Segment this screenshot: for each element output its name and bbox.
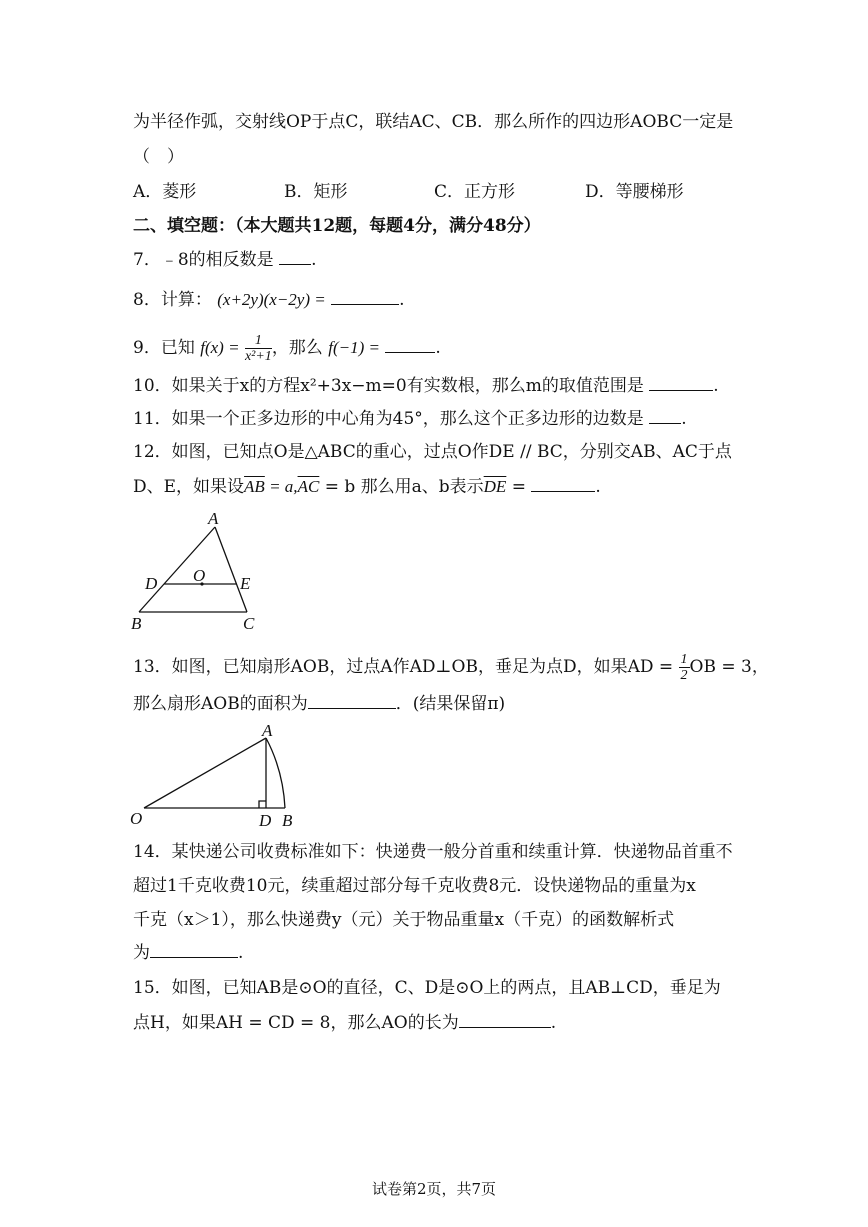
q8-text: 计算： <box>160 290 212 310</box>
q13-label-o: O <box>130 809 143 828</box>
q12-label-o: O <box>193 566 206 585</box>
q9-number: 9． <box>133 338 161 358</box>
q13-answer-blank <box>308 692 396 709</box>
q6-paren: （ ） <box>133 147 184 167</box>
q10-answer-blank <box>649 374 713 391</box>
q13-label-a: A <box>262 721 273 740</box>
q8-expression: (x+2y)(x−2y) = <box>217 290 326 309</box>
q12-label-a: A <box>208 509 219 528</box>
q12-line2: D、E，如果设$\overline{AB} = a,\overline{AC} = b$ 那么用a、b表示$\overline{DE}$ = . <box>133 477 601 497</box>
q12-vector-ab: $\overline{AB}$ <box>244 477 265 496</box>
q12-eq3: = <box>506 477 526 497</box>
q13-label-b: B <box>282 811 293 830</box>
q13-line1 <box>133 652 769 683</box>
q11-text: 如果一个正多边形的中心角为45°，那么这个正多边形的边数是 <box>171 409 644 429</box>
q12-vector-de: $\overline{DE}$ <box>483 477 507 496</box>
q13-radius-oa <box>144 738 266 808</box>
q13-text-line2a: 那么扇形AOB的面积为 <box>133 694 308 714</box>
q13-text-line2b: ．(结果保留π) <box>395 694 506 714</box>
q9-then: ，那么 <box>271 338 323 358</box>
q12-side-ac <box>215 527 247 612</box>
section-2-title: 二、填空题：（本大题共12题，每题4分，满分48分） <box>133 216 541 236</box>
q13-fraction <box>679 652 690 683</box>
q13-fraction-denominator: 2 <box>680 668 688 683</box>
q9-function-value: f(−1) = <box>328 338 380 357</box>
page-footer: 试卷第2页，共7页 <box>371 1180 497 1198</box>
q11: 11．如果一个正多边形的中心角为45°，那么这个正多边形的边数是 . <box>133 409 687 429</box>
q13-sector-figure <box>125 720 305 830</box>
q9-function: f(x) = <box>200 338 240 357</box>
q13-right-angle-mark <box>259 801 266 808</box>
q13-label-d: D <box>259 811 272 830</box>
q7-answer-blank <box>279 248 311 265</box>
q10-number: 10． <box>133 376 172 396</box>
q15-line2: 点H，如果AH = CD = 8，那么AO的长为 . <box>133 1013 557 1033</box>
q13-number: 13． <box>133 657 172 677</box>
q11-answer-blank <box>649 407 681 424</box>
q15-line1 <box>133 976 721 1000</box>
q12-text-line1: 如图，已知点O是△ABC的重心，过点O作DE // BC，分别交AB、AC于点 <box>171 442 732 462</box>
q10-text: 如果关于x的方程x²+3x−m=0有实数根，那么m的取值范围是 <box>171 376 644 396</box>
q9-fraction <box>245 333 272 364</box>
q14-line4: 为 . <box>133 943 244 963</box>
q13-line2 <box>133 692 505 716</box>
q8-answer-blank <box>331 288 399 305</box>
q8-number: 8． <box>133 290 161 310</box>
q7-text: ﹣8的相反数是 <box>160 250 274 270</box>
q14-line3: 千克（x＞1），那么快递费y（元）关于物品重量x（千克）的函数解析式 <box>133 910 675 930</box>
q13-arc-ab <box>266 738 285 808</box>
q9-fraction-denominator: x²+1 <box>244 349 272 364</box>
q12-eq1: = a, <box>264 477 298 496</box>
q15-text-line2: 点H，如果AH = CD = 8，那么AO的长为 <box>133 1013 459 1033</box>
q13-text-line1a: 如图，已知扇形AOB，过点A作AD⊥OB，垂足为点D，如果AD = <box>171 657 674 677</box>
q8: 8．计算： (x+2y)(x−2y) = . <box>133 290 405 310</box>
q14-number: 14． <box>133 842 172 862</box>
q12-label-d: D <box>145 574 158 593</box>
q12-line1 <box>133 440 732 464</box>
q6-line1: 为半径作弧，交射线OP于点C，联结AC、CB．那么所作的四边形AOBC一定是 <box>133 112 734 132</box>
q12-text-line2: D、E，如果设 <box>133 477 245 497</box>
q14-line1 <box>133 840 733 864</box>
q9-answer-blank <box>385 336 435 353</box>
q14-text-line4: 为 <box>133 943 150 963</box>
q12-answer-blank <box>531 475 595 492</box>
q7: 7．﹣8的相反数是 . <box>133 250 317 270</box>
q12-vector-ac: $\overline{AC}$ <box>297 477 320 496</box>
q6-option-b: B．矩形 <box>284 182 348 202</box>
q6-option-d: D．等腰梯形 <box>585 182 684 202</box>
q14-text-line1: 某快递公司收费标准如下：快递费一般分首重和续重计算．快递物品首重不 <box>171 842 733 862</box>
q9-fraction-numerator: 1 <box>245 333 272 349</box>
q15-answer-blank <box>459 1011 551 1028</box>
q6-option-a: A．菱形 <box>133 182 197 202</box>
q15-number: 15． <box>133 978 172 998</box>
q13-text-line1b: OB = 3， <box>689 657 769 677</box>
q9: 9．已知 f(x) = $\frac{1}{\text{x²+1}}$ ，那么 f(−1) = . <box>133 333 441 364</box>
q11-number: 11． <box>133 409 172 429</box>
q15-text-line1: 如图，已知AB是⊙O的直径，C、D是⊙O上的两点，且AB⊥CD，垂足为 <box>171 978 721 998</box>
q13-fraction-numerator: 1 <box>680 652 688 667</box>
q12-label-e: E <box>240 574 251 593</box>
q12-label-c: C <box>243 614 255 633</box>
q14-answer-blank <box>150 941 238 958</box>
q14-line2: 超过1千克收费10元，续重超过部分每千克收费8元．设快递物品的重量为x <box>133 876 696 896</box>
q9-text: 已知 <box>160 338 195 358</box>
q12-triangle-figure <box>125 505 275 635</box>
q10: 10．如果关于x的方程x²+3x−m=0有实数根，那么m的取值范围是 . <box>133 376 719 396</box>
q12-label-b: B <box>131 614 142 633</box>
q12-eq2: = b 那么用a、b表示 <box>319 477 484 497</box>
q7-number: 7． <box>133 250 161 270</box>
q12-number: 12． <box>133 442 172 462</box>
q6-option-c: C．正方形 <box>434 182 516 202</box>
